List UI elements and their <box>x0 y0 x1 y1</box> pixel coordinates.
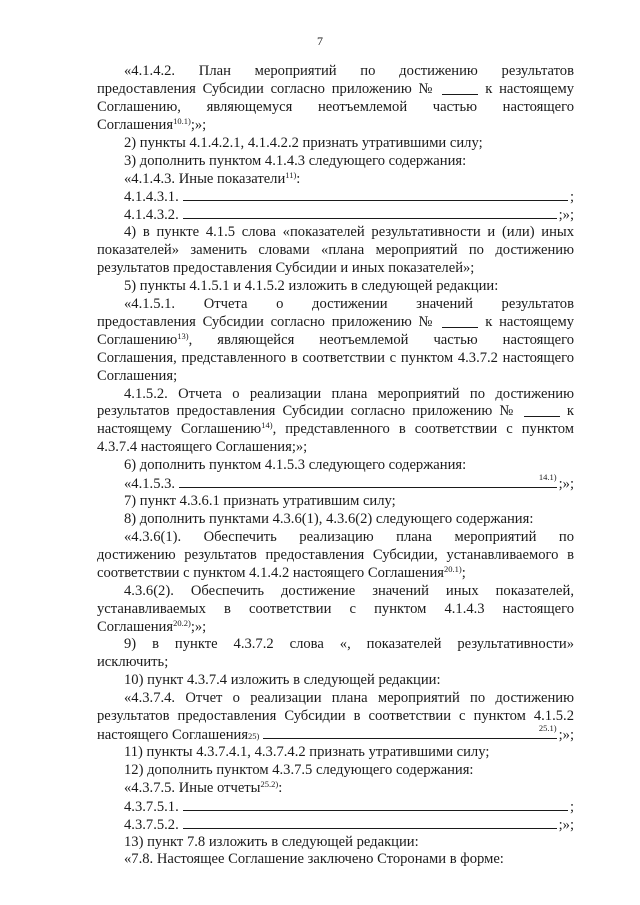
text-line <box>124 188 574 206</box>
item-number: 4.3.7.5.1. <box>124 798 179 815</box>
footnote-ref: 20.1) <box>443 563 462 574</box>
text-line <box>124 171 574 188</box>
text-segment: : <box>296 170 301 187</box>
text-line <box>97 350 574 367</box>
text-segment: 7) пункт 4.3.6.1 признать утратившим силу; <box>124 493 396 510</box>
text-segment: 4) в пункте 4.1.5 слова «показателей результативности и (или) иных <box>124 224 574 241</box>
text-segment: Соглашения <box>97 618 174 635</box>
text-segment: «4.3.6(1). Обеспечить реализацию плана мероприятий по <box>124 528 574 545</box>
text-line <box>97 242 574 259</box>
text-segment: 3) дополнить пунктом 4.1.4.3 следующего содержания: <box>124 152 467 169</box>
text-line <box>124 762 574 779</box>
text-line <box>124 63 574 80</box>
text-segment: 4.3.7.4 настоящего Соглашения;»; <box>97 439 308 456</box>
line-end-punctuation: ;»; <box>558 727 574 744</box>
text-segment: , являющейся неотъемлемой частью настоящего <box>188 331 574 348</box>
text-line <box>124 135 574 152</box>
item-number: «4.1.5.3. <box>124 476 176 493</box>
text-segment: результатов предоставления Субсидии в соответствии с пунктом 4.1.5.2 <box>97 708 574 725</box>
text-segment: «4.3.7.5. Иные отчеты <box>124 779 261 796</box>
text-segment: ;»; <box>190 618 207 635</box>
text-line <box>97 332 574 349</box>
text-line <box>97 565 574 582</box>
text-line <box>124 583 574 600</box>
text-segment: 13) пункт 7.8 изложить в следующей редакции: <box>124 833 419 850</box>
text-segment: «4.3.7.4. Отчет о реализации плана мероприятий по достижению <box>124 690 574 707</box>
text-segment: Соглашению, являющемуся неотъемлемой частью настоящего <box>97 98 574 115</box>
text-segment: «4.1.4.3. Иные показатели <box>124 170 286 187</box>
text-line <box>124 636 574 653</box>
text-line <box>124 511 574 528</box>
number-blank <box>442 94 478 95</box>
text-line <box>124 153 574 170</box>
text-segment: ;»; <box>190 116 207 133</box>
text-segment: ; <box>461 564 466 581</box>
text-segment: устанавливаемых в соответствии с пунктом 4.1.4.3 настоящего <box>97 600 574 617</box>
text-line <box>124 690 574 707</box>
fill-in-blank-line <box>183 188 568 201</box>
text-segment: 11) пункты 4.3.7.4.1, 4.3.7.4.2 признать утратившими силу; <box>124 743 490 760</box>
text-segment: показателей» заменить словами «плана мероприятий по достижению <box>97 242 574 259</box>
text-segment: к <box>566 403 574 420</box>
text-line <box>97 619 574 636</box>
text-line <box>97 260 574 277</box>
text-line <box>124 457 574 474</box>
text-segment: Соглашения; <box>97 367 178 384</box>
text-line <box>124 744 574 761</box>
text-line <box>97 654 574 671</box>
text-segment: исключить; <box>97 654 169 671</box>
footnote-ref: 20.2) <box>173 617 191 628</box>
fill-in-blank-line <box>183 816 557 829</box>
text-line <box>124 472 574 493</box>
fill-in-blank-line <box>183 206 557 219</box>
text-segment: настоящему Соглашению <box>97 421 262 438</box>
text-segment: 8) дополнить пунктами 4.3.6(1), 4.3.6(2) следующего содержания: <box>124 511 534 527</box>
text-line <box>124 816 574 834</box>
text-line <box>124 798 574 816</box>
item-number: 4.1.4.3.2. <box>124 207 179 224</box>
text-line <box>97 547 574 564</box>
text-segment: 6) дополнить пунктом 4.1.5.3 следующего содержания: <box>124 457 467 474</box>
text-segment: 9) в пункте 4.3.7.2 слова «, показателей результативности» <box>124 636 574 653</box>
text-line <box>97 439 574 456</box>
line-end-punctuation: ;»; <box>558 816 574 833</box>
fill-in-blank-line: 25.1) <box>263 726 556 739</box>
text-line <box>124 386 574 403</box>
item-number: 4.1.4.3.1. <box>124 189 179 206</box>
text-line <box>124 206 574 224</box>
text-line <box>124 834 574 851</box>
text-line <box>97 314 574 331</box>
text-segment: 12) дополнить пунктом 4.3.7.5 следующего содержания: <box>124 761 474 778</box>
text-segment: «7.8. Настоящее Соглашение заключено Сторонами в форме: <box>124 851 504 868</box>
text-line: настоящего Соглашения 25) 25.1) ;»; <box>97 723 574 744</box>
page-number: 7 <box>317 34 323 48</box>
text-segment: 2) пункты 4.1.4.2.1, 4.1.4.2.2 признать утратившими силу; <box>124 134 483 151</box>
number-blank <box>442 327 478 328</box>
text-line <box>124 493 574 510</box>
item-number: настоящего Соглашения <box>97 727 249 744</box>
text-line <box>124 296 574 313</box>
text-segment: : <box>278 779 283 796</box>
text-segment: к настоящему <box>485 313 575 330</box>
line-end-punctuation: ;»; <box>558 476 574 493</box>
text-segment: к настоящему <box>485 80 575 97</box>
line-end-punctuation: ; <box>569 798 574 815</box>
text-line <box>97 81 574 98</box>
text-line <box>97 601 574 618</box>
line-end-punctuation: ; <box>569 189 574 206</box>
text-segment: результатов предоставления Субсидии согласно приложению № <box>97 403 517 420</box>
text-segment: предоставления Субсидии согласно приложению № <box>97 80 436 97</box>
text-segment: «4.1.5.1. Отчета о достижении значений результатов <box>124 295 574 312</box>
line-end-punctuation: ;»; <box>558 207 574 224</box>
text-segment: результатов предоставления Субсидии и иных показателей»; <box>97 260 475 277</box>
text-line <box>124 851 574 868</box>
text-line <box>97 117 574 134</box>
item-number: 4.3.7.5.2. <box>124 816 179 833</box>
text-line <box>124 278 574 295</box>
text-segment: 5) пункты 4.1.5.1 и 4.1.5.2 изложить в следующей редакции: <box>124 278 499 295</box>
text-segment: «4.1.4.2. План мероприятий по достижению результатов <box>124 63 574 79</box>
text-line <box>124 224 574 241</box>
fill-in-blank-line <box>183 798 568 811</box>
text-line <box>124 672 574 689</box>
text-line <box>124 529 574 546</box>
footnote-ref: 11) <box>285 169 297 180</box>
fill-in-blank-line: 14.1) <box>179 475 557 488</box>
text-segment: , представленного в соответствии с пунктом <box>272 421 574 438</box>
text-line <box>97 708 574 725</box>
footnote-ref: 14) <box>261 420 273 431</box>
text-segment: Соглашения <box>97 116 174 133</box>
text-segment: 4.1.5.2. Отчета о реализации плана мероприятий по достижению <box>124 385 574 402</box>
text-line <box>97 368 574 385</box>
text-segment: Соглашению <box>97 331 178 348</box>
footnote-ref: 10.1) <box>173 115 191 126</box>
text-segment: 10) пункт 4.3.7.4 изложить в следующей редакции: <box>124 672 441 689</box>
text-line <box>97 403 574 420</box>
text-segment: достижению результатов предоставления Субсидии, устанавливаемого в <box>97 546 574 563</box>
text-segment: 4.3.6(2). Обеспечить достижение значений иных показателей, <box>124 582 574 599</box>
text-line <box>97 99 574 116</box>
text-segment: предоставления Субсидии согласно приложению № <box>97 313 436 330</box>
footnote-ref: 25.2) <box>260 778 279 789</box>
text-segment: Соглашения, представленного в соответствии с пунктом 4.3.7.2 настоящего <box>97 349 574 366</box>
footnote-ref: 13) <box>177 330 189 341</box>
text-line <box>97 421 574 438</box>
text-line <box>124 780 574 797</box>
text-segment: соответствии с пунктом 4.1.4.2 настоящего Соглашения <box>97 564 444 581</box>
number-blank <box>524 416 560 417</box>
